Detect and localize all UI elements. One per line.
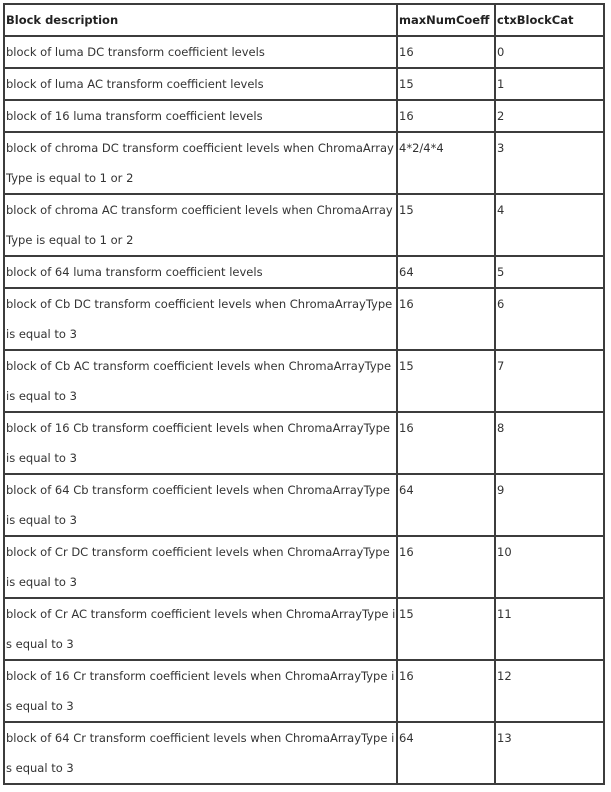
max-num-coeff-cell: 64: [397, 256, 495, 288]
block-description-cell: block of chroma AC transform coefficient levels when ChromaArrayType is equal to 1 or 2: [4, 194, 397, 256]
table-row: [4, 350, 604, 412]
table-row: [4, 722, 604, 784]
block-description-cell: block of chroma DC transform coefficient levels when ChromaArrayType is equal to 1 or 2: [4, 132, 397, 194]
ctx-block-cat-cell: 11: [495, 598, 604, 660]
max-num-coeff-cell: 15: [397, 68, 495, 100]
block-description-cell: block of 16 luma transform coefficient levels: [4, 100, 397, 132]
block-description-cell: block of luma AC transform coefficient levels: [4, 68, 397, 100]
header-block-description: Block description: [4, 4, 397, 36]
max-num-coeff-cell: 16: [397, 660, 495, 722]
ctx-block-cat-cell: 1: [495, 68, 604, 100]
ctx-block-cat-cell: 7: [495, 350, 604, 412]
header-ctx-block-cat: ctxBlockCat: [495, 4, 604, 36]
max-num-coeff-cell: 16: [397, 536, 495, 598]
max-num-coeff-cell: 16: [397, 288, 495, 350]
block-description-cell: block of 16 Cr transform coefficient levels when ChromaArrayType is equal to 3: [4, 660, 397, 722]
ctx-block-cat-cell: 4: [495, 194, 604, 256]
max-num-coeff-cell: 16: [397, 36, 495, 68]
max-num-coeff-cell: 15: [397, 350, 495, 412]
table-row: [4, 132, 604, 194]
ctx-block-cat-cell: 10: [495, 536, 604, 598]
table-header-row: [4, 4, 604, 36]
max-num-coeff-cell: 15: [397, 598, 495, 660]
ctx-block-cat-cell: 3: [495, 132, 604, 194]
max-num-coeff-cell: 64: [397, 722, 495, 784]
ctx-block-cat-cell: 9: [495, 474, 604, 536]
table-row: [4, 598, 604, 660]
block-description-cell: block of 64 Cr transform coefficient levels when ChromaArrayType is equal to 3: [4, 722, 397, 784]
table-row: [4, 288, 604, 350]
block-description-cell: block of Cr DC transform coefficient levels when ChromaArrayType is equal to 3: [4, 536, 397, 598]
max-num-coeff-cell: 4*2/4*4: [397, 132, 495, 194]
max-num-coeff-cell: 16: [397, 100, 495, 132]
ctx-block-cat-cell: 13: [495, 722, 604, 784]
block-description-cell: block of luma DC transform coefficient levels: [4, 36, 397, 68]
ctx-block-cat-cell: 5: [495, 256, 604, 288]
table-row: [4, 660, 604, 722]
block-description-cell: block of 16 Cb transform coefficient levels when ChromaArrayType is equal to 3: [4, 412, 397, 474]
table-row: [4, 474, 604, 536]
table-row: [4, 194, 604, 256]
table-row: [4, 536, 604, 598]
block-description-cell: block of 64 luma transform coefficient levels: [4, 256, 397, 288]
max-num-coeff-cell: 15: [397, 194, 495, 256]
ctx-block-cat-cell: 2: [495, 100, 604, 132]
block-description-cell: block of 64 Cb transform coefficient levels when ChromaArrayType is equal to 3: [4, 474, 397, 536]
ctx-block-cat-cell: 12: [495, 660, 604, 722]
table-row: [4, 412, 604, 474]
table-row: [4, 36, 604, 68]
block-description-cell: block of Cr AC transform coefficient levels when ChromaArrayType is equal to 3: [4, 598, 397, 660]
table-row: [4, 256, 604, 288]
block-category-table: [3, 3, 605, 785]
table-row: [4, 68, 604, 100]
block-description-cell: block of Cb DC transform coefficient levels when ChromaArrayType is equal to 3: [4, 288, 397, 350]
block-description-cell: block of Cb AC transform coefficient levels when ChromaArrayType is equal to 3: [4, 350, 397, 412]
table-row: [4, 100, 604, 132]
ctx-block-cat-cell: 0: [495, 36, 604, 68]
max-num-coeff-cell: 16: [397, 412, 495, 474]
header-max-num-coeff: maxNumCoeff: [397, 4, 495, 36]
ctx-block-cat-cell: 6: [495, 288, 604, 350]
ctx-block-cat-cell: 8: [495, 412, 604, 474]
max-num-coeff-cell: 64: [397, 474, 495, 536]
